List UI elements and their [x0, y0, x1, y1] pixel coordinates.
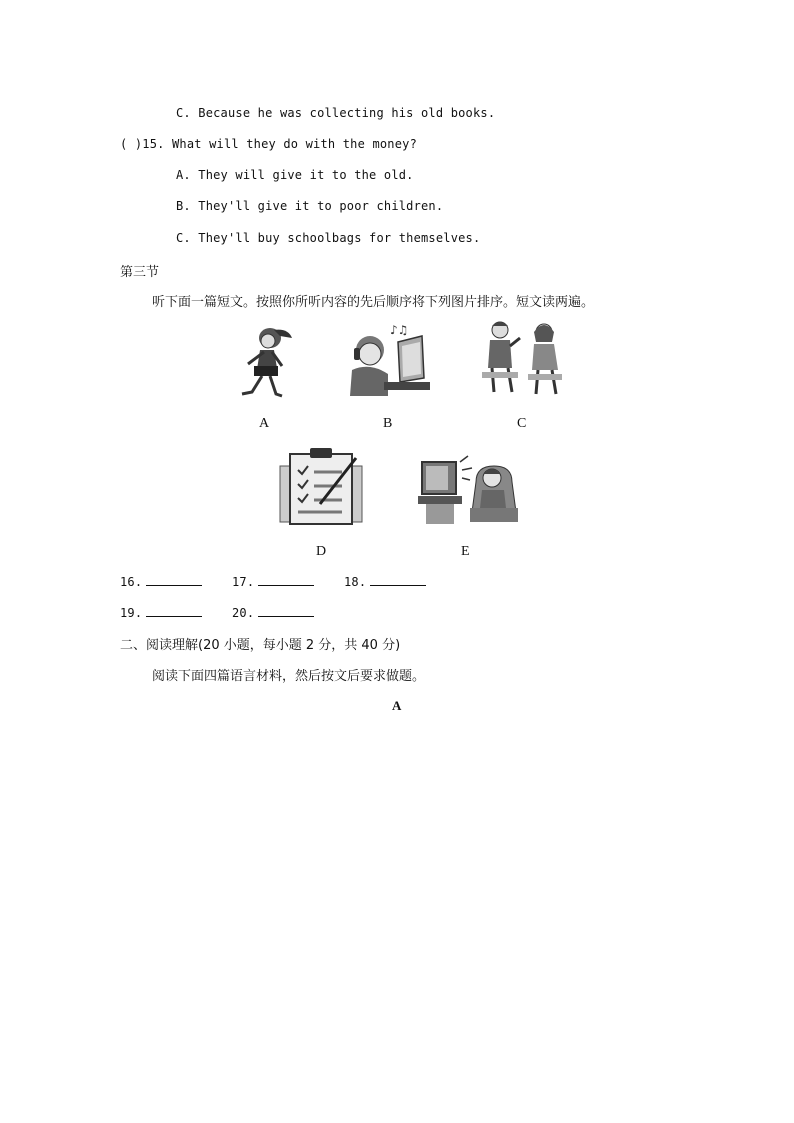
answer-number: 17.: [232, 575, 255, 589]
answer-line-19: [120, 604, 202, 620]
answer-line-18: [344, 573, 426, 589]
q15-option-b: B. They'll give it to poor children.: [176, 199, 444, 213]
q15-stem: 15. What will they do with the money?: [142, 137, 417, 151]
answer-number: 20.: [232, 606, 255, 620]
picture-label-b: B: [383, 416, 393, 431]
answer-blank-16[interactable]: [146, 573, 202, 586]
answer-blank-17[interactable]: [258, 573, 314, 586]
part2-instruction: 阅读下面四篇语言材料，然后按文后要求做题。: [152, 669, 426, 684]
answer-number: 16.: [120, 575, 143, 589]
q14-option-c: C. Because he was collecting his old books.: [176, 106, 496, 120]
answer-blank-19[interactable]: [146, 604, 202, 617]
clipboard-checklist-icon: [276, 446, 366, 526]
answer-bracket[interactable]: ( ): [120, 137, 143, 151]
girl-watching-tv-icon: [412, 452, 520, 528]
answer-blank-18[interactable]: [370, 573, 426, 586]
q15-stem-line: [120, 137, 417, 151]
boy-with-headphones-computer-icon: [344, 322, 434, 400]
answer-number: 18.: [344, 575, 367, 589]
answer-blank-20[interactable]: [258, 604, 314, 617]
svg-text:♪♫: ♪♫: [390, 323, 409, 337]
passage-label: A: [392, 698, 402, 713]
picture-label-a: A: [259, 416, 270, 431]
answer-number: 19.: [120, 606, 143, 620]
answer-line-17: [232, 573, 314, 589]
walking-girl-icon: [230, 322, 300, 400]
answer-line-20: [232, 604, 314, 620]
two-people-talking-icon: [478, 318, 566, 400]
picture-label-e: E: [461, 544, 470, 559]
section3-instruction: 听下面一篇短文。按照你所听内容的先后顺序将下列图片排序。短文读两遍。: [152, 295, 595, 310]
q15-option-a: A. They will give it to the old.: [176, 168, 414, 182]
part2-title: 二、阅读理解(20 小题，每小题 2 分，共 40 分): [120, 638, 401, 653]
section3-title: 第三节: [120, 265, 160, 280]
picture-label-d: D: [316, 544, 327, 559]
picture-label-c: C: [517, 416, 527, 431]
q15-option-c: C. They'll buy schoolbags for themselves.: [176, 231, 481, 245]
answer-line-16: [120, 573, 202, 589]
